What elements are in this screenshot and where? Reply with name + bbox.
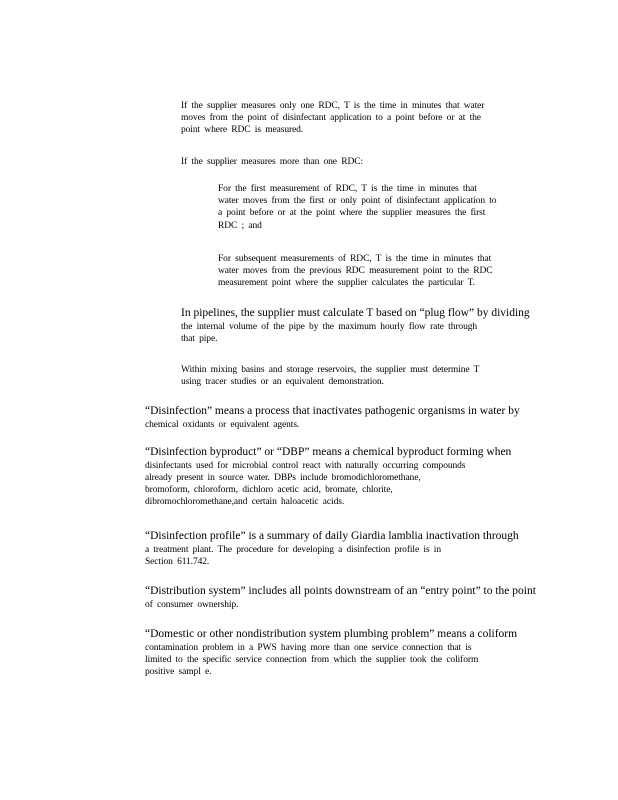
- definition-domestic-plumbing-problem: [145, 628, 565, 678]
- paragraph-rdc-one: [181, 100, 551, 137]
- paragraph-pipelines: [181, 307, 561, 345]
- lead-line: “Disinfection profile” is a summary of daily Giardia lamblia inactivation through: [145, 530, 519, 542]
- definition-distribution-system: [145, 585, 565, 611]
- definition-disinfection-profile: [145, 530, 565, 568]
- text-line: water moves from the previous RDC measurement point to the RDC: [218, 266, 493, 277]
- text-line: bromoform, chloroform, dichloro acetic acid, bromate, chlorite,: [145, 484, 393, 495]
- lead-line: “Distribution system” includes all points downstream of an “entry point” to the point: [145, 585, 536, 597]
- text-line: RDC ; and: [218, 220, 262, 231]
- text-line: already present in source water. DBPs include bromodichloromethane,: [145, 472, 421, 483]
- text-line: water moves from the first or only point of disinfectant application to: [218, 196, 497, 207]
- text-line: contamination problem in a PWS having more than one service connection that is: [145, 642, 472, 653]
- text-line: disinfectants used for microbial control react with naturally occurring compounds: [145, 460, 466, 471]
- paragraph-basins: [181, 364, 551, 388]
- text-line: Within mixing basins and storage reservoirs, the supplier must determine T: [181, 365, 480, 375]
- text-line: For the first measurement of RDC, T is the time in minutes that: [218, 184, 477, 194]
- text-line: using tracer studies or an equivalent demonstration.: [181, 377, 384, 388]
- paragraph-rdc-more: [181, 156, 551, 168]
- paragraph-subsequent-measurements: [218, 253, 558, 290]
- text-line: that pipe.: [181, 333, 218, 344]
- text-line: If the supplier measures more than one RDC:: [181, 157, 363, 167]
- text-line: If the supplier measures only one RDC, T is the time in minutes that water: [181, 101, 485, 111]
- text-line: Section 611.742.: [145, 556, 210, 567]
- text-line: dibromochloromethane,and certain haloacetic acids.: [145, 497, 345, 508]
- lead-line: “Disinfection” means a process that inactivates pathogenic organisms in water by: [145, 405, 520, 417]
- text-line: of consumer ownership.: [145, 599, 239, 610]
- text-line: limited to the specific service connection from which the supplier took the coliform: [145, 654, 479, 665]
- definition-disinfection: [145, 405, 565, 431]
- lead-line: “Disinfection byproduct” or “DBP” means a chemical byproduct forming when: [145, 446, 512, 458]
- text-line: For subsequent measurements of RDC, T is the time in minutes that: [218, 254, 492, 264]
- paragraph-first-measurement: [218, 183, 558, 232]
- text-line: point where RDC is measured.: [181, 125, 304, 136]
- definition-disinfection-byproduct: [145, 446, 565, 508]
- lead-line: “Domestic or other nondistribution system plumbing problem” means a coliform: [145, 628, 518, 640]
- text-line: a treatment plant. The procedure for developing a disinfection profile is in: [145, 544, 441, 555]
- lead-line: In pipelines, the supplier must calculate T based on “plug flow” by dividing: [181, 307, 530, 319]
- text-line: a point before or at the point where the supplier measures the first: [218, 208, 486, 219]
- text-line: measurement point where the supplier calculates the particular T.: [218, 278, 475, 289]
- text-line: the internal volume of the pipe by the maximum hourly flow rate through: [181, 321, 478, 332]
- text-line: chemical oxidants or equivalent agents.: [145, 419, 300, 430]
- text-line: moves from the point of disinfectant application to a point before or at the: [181, 113, 481, 124]
- text-line: positive sampl e.: [145, 666, 212, 677]
